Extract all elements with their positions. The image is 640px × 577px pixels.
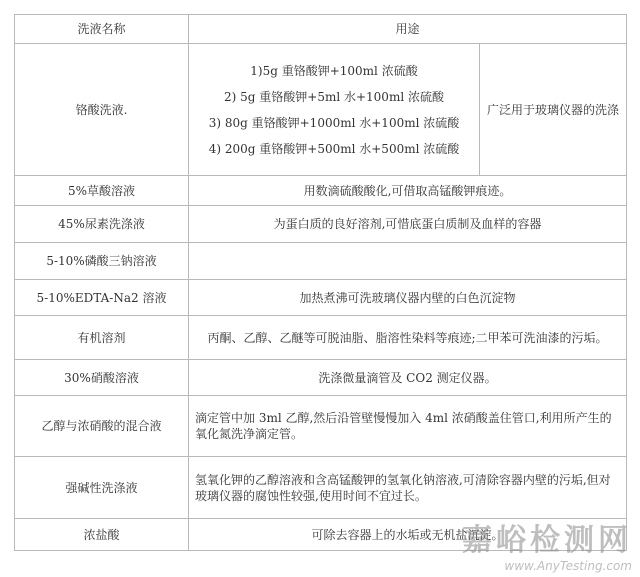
row-use: 加热煮沸可洗玻璃仪器内壁的白色沉淀物 bbox=[189, 280, 627, 316]
row-use bbox=[189, 243, 627, 280]
table-row bbox=[15, 396, 627, 457]
row-name: 45%尿素洗涤液 bbox=[15, 206, 189, 243]
row-use: 氢氧化钾的乙醇溶液和含高锰酸钾的氢氧化钠溶液,可清除容器内壁的污垢,但对玻璃仪器的腐蚀性较强,使用时间不宜过长。 bbox=[189, 457, 627, 519]
row-use-note: 广泛用于玻璃仪器的洗涤 bbox=[480, 44, 627, 176]
table-header-row bbox=[15, 15, 627, 44]
row-use: 用数滴硫酸酸化,可借取高锰酸钾痕迹。 bbox=[189, 176, 627, 206]
row-use: 洗涤微量滴管及 CO2 测定仪器。 bbox=[189, 360, 627, 396]
watermark bbox=[462, 515, 632, 573]
row-name: 有机溶剂 bbox=[15, 316, 189, 360]
row-use: 为蛋白质的良好溶剂,可惜底蛋白质制及血样的容器 bbox=[189, 206, 627, 243]
table-row bbox=[15, 457, 627, 519]
row-name: 乙醇与浓硝酸的混合液 bbox=[15, 396, 189, 457]
recipe-list bbox=[189, 44, 480, 176]
table-row bbox=[15, 316, 627, 360]
table-row bbox=[15, 44, 627, 176]
row-name: 5-10%EDTA-Na2 溶液 bbox=[15, 280, 189, 316]
row-name: 5%草酸溶液 bbox=[15, 176, 189, 206]
table-row bbox=[15, 360, 627, 396]
recipe-item: 2) 5g 重铬酸钾+5ml 水+100ml 浓硫酸 bbox=[224, 89, 444, 104]
cleaning-solutions-table bbox=[14, 14, 627, 551]
header-name: 洗液名称 bbox=[15, 15, 189, 44]
row-name: 浓盐酸 bbox=[15, 519, 189, 551]
table-row bbox=[15, 280, 627, 316]
row-name: 5-10%磷酸三钠溶液 bbox=[15, 243, 189, 280]
table-row bbox=[15, 176, 627, 206]
row-name: 强碱性洗涤液 bbox=[15, 457, 189, 519]
recipe-item: 3) 80g 重铬酸钾+1000ml 水+100ml 浓硫酸 bbox=[208, 115, 460, 130]
watermark-title: 嘉峪检测网 bbox=[462, 523, 632, 558]
row-name: 30%硝酸溶液 bbox=[15, 360, 189, 396]
watermark-url: www.AnyTesting.com bbox=[504, 559, 632, 573]
recipe-item: 4) 200g 重铬酸钾+500ml 水+500ml 浓硫酸 bbox=[208, 141, 460, 156]
row-use: 滴定管中加 3ml 乙醇,然后沿管壁慢慢加入 4ml 浓硝酸盖住管口,利用所产生的氧化氮洗净滴定管。 bbox=[189, 396, 627, 457]
header-use: 用途 bbox=[189, 15, 627, 44]
row-use: 可除去容器上的水垢或无机盐沉淀。 bbox=[189, 519, 627, 551]
row-use: 丙酮、乙醇、乙醚等可脱油脂、脂溶性染料等痕迹;二甲苯可洗油漆的污垢。 bbox=[189, 316, 627, 360]
table-row bbox=[15, 206, 627, 243]
row-name: 铬酸洗液. bbox=[15, 44, 189, 176]
table-row bbox=[15, 243, 627, 280]
recipe-item: 1)5g 重铬酸钾+100ml 浓硫酸 bbox=[250, 63, 418, 78]
